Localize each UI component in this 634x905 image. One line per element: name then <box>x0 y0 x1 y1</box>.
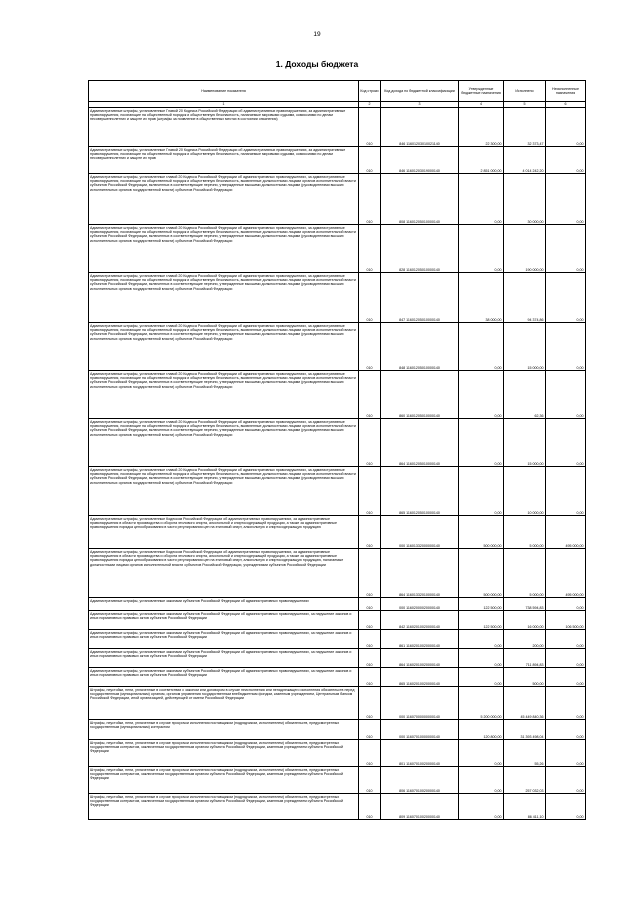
revenue-code-cell: 000 11607000000000140 <box>381 687 459 720</box>
approved-amount-cell: 38 000,00 <box>459 273 504 323</box>
revenue-code-cell: 847 11601205010000140 <box>381 273 459 323</box>
line-code-cell: 010 <box>359 598 381 611</box>
executed-amount-cell: 200,00 <box>504 630 546 649</box>
line-code-cell: 010 <box>359 108 381 147</box>
unexecuted-amount-cell: 0,00 <box>546 174 586 225</box>
executed-amount-cell: 32 373,47 <box>504 108 546 147</box>
table-row <box>89 371 586 419</box>
line-code-cell: 010 <box>359 720 381 740</box>
unexecuted-amount-cell: 0,00 <box>546 687 586 720</box>
table-header-row <box>89 81 586 102</box>
approved-amount-cell: 0,00 <box>459 767 504 794</box>
header-executed: Исполнено <box>504 81 546 102</box>
unexecuted-amount-cell: 0,00 <box>546 108 586 147</box>
approved-amount-cell: 0,00 <box>459 467 504 516</box>
executed-amount-cell: 31 393 498,04 <box>504 720 546 740</box>
unexecuted-amount-cell: 0,00 <box>546 720 586 740</box>
table-row <box>89 668 586 687</box>
line-code-cell: 010 <box>359 687 381 720</box>
line-code-cell: 010 <box>359 371 381 419</box>
revenue-code-cell: 861 11602010020000140 <box>381 630 459 649</box>
indicator-name-cell: Административные штрафы, установленные Главой 20 Кодекса Российской Федерации об административных правонарушениях, за административные правонарушения, посягающие на общественный порядок и общественную безопасность, налагаемые мировыми судьями, комиссиями по делам несовершеннолетних и защите их прав <box>89 147 359 174</box>
table-row <box>89 630 586 649</box>
line-code-cell: 010 <box>359 740 381 767</box>
table-row <box>89 794 586 820</box>
approved-amount-cell: 0,00 <box>459 649 504 668</box>
indicator-name-cell: Штрафы, неустойки, пени, уплаченные в случае просрочки исполнения поставщиком (подрядчиком, исполнителем) обязательств, предусмотренных государственным (муниципальным) контрактом <box>89 720 359 740</box>
indicator-name-cell: Административные штрафы, установленные законами субъектов Российской Федерации об административных правонарушениях, за нарушение законов и иных нормативных правовых актов субъектов Российской Федерации <box>89 630 359 649</box>
indicator-name-cell: Административные штрафы, установленные Главой 20 Кодекса Российской Федерации об административных правонарушениях, за административные правонарушения, посягающие на общественный порядок и общественную безопасность, налагаемые мировыми судьями, комиссиями по делам несовершеннолетних и защите их прав (штрафы за появление в общественных местах в состоянии опьянения) <box>89 108 359 147</box>
table-row <box>89 174 586 225</box>
column-number: 1 <box>89 102 359 108</box>
line-code-cell: 010 <box>359 323 381 371</box>
table-row <box>89 720 586 740</box>
unexecuted-amount-cell: 0,00 <box>546 598 586 611</box>
unexecuted-amount-cell: 0,00 <box>546 794 586 820</box>
approved-amount-cell: 500 000,00 <box>459 516 504 549</box>
indicator-name-cell: Административные штрафы, установленные законами субъектов Российской Федерации об административных правонарушениях <box>89 598 359 611</box>
column-number: 3 <box>381 102 459 108</box>
executed-amount-cell: 15 000,00 <box>504 419 546 467</box>
revenue-code-cell: 000 11607010000000140 <box>381 720 459 740</box>
table-row <box>89 467 586 516</box>
revenue-code-cell: 864 11601332010000140 <box>381 549 459 598</box>
line-code-cell: 010 <box>359 649 381 668</box>
approved-amount-cell: 2 851 000,00 <box>459 147 504 174</box>
line-code-cell: 010 <box>359 467 381 516</box>
table-row <box>89 687 586 720</box>
indicator-name-cell: Административные штрафы, установленные главой 20 Кодекса Российской Федерации об административных правонарушениях, за административные правонарушения, посягающие на общественный порядок и общественную безопасность, выявленные должностными лицами органов исполнительной власти субъектов Российской Федерации, включенных в соответствующие перечни, утвержденные высшими должностными лицами (руководителями высших исполнительных органов государственной власти) субъектов Российской Федерации <box>89 467 359 516</box>
revenue-code-cell: 828 11601205010000140 <box>381 225 459 273</box>
header-revenue-code: Код дохода по бюджетной классификации <box>381 81 459 102</box>
unexecuted-amount-cell: 106 500,00 <box>546 611 586 630</box>
column-number: 5 <box>504 102 546 108</box>
table-row <box>89 108 586 147</box>
unexecuted-amount-cell: 0,00 <box>546 273 586 323</box>
approved-amount-cell: 0,00 <box>459 225 504 273</box>
revenue-code-cell: 000 11601332000000140 <box>381 516 459 549</box>
table-row <box>89 549 586 598</box>
line-code-cell: 010 <box>359 668 381 687</box>
line-code-cell: 010 <box>359 516 381 549</box>
table-row <box>89 323 586 371</box>
table-row <box>89 740 586 767</box>
revenue-code-cell: 846 11601203019000140 <box>381 147 459 174</box>
indicator-name-cell: Административные штрафы, установленные главой 20 Кодекса Российской Федерации об административных правонарушениях, за административные правонарушения, посягающие на общественный порядок и общественную безопасность, выявленные должностными лицами органов исполнительной власти субъектов Российской Федерации, включенных в соответствующие перечни, утвержденные высшими должностными лицами (руководителями высших исполнительных органов государственной власти) субъектов Российской Федерации <box>89 225 359 273</box>
header-unexecuted: Неисполненные назначения <box>546 81 586 102</box>
executed-amount-cell: 738 594,83 <box>504 598 546 611</box>
unexecuted-amount-cell: 0,00 <box>546 740 586 767</box>
revenue-code-cell: 846 11601203010021140 <box>381 108 459 147</box>
executed-amount-cell: 62,36 <box>504 371 546 419</box>
indicator-name-cell: Административные штрафы, установленные главой 20 Кодекса Российской Федерации об административных правонарушениях, за административные правонарушения, посягающие на общественный порядок и общественную безопасность, выявленные должностными лицами органов исполнительной власти субъектов Российской Федерации, включенных в соответствующие перечни, утвержденные высшими должностными лицами (руководителями высших исполнительных органов государственной власти) субъектов Российской Федерации <box>89 174 359 225</box>
table-row <box>89 598 586 611</box>
unexecuted-amount-cell: 0,00 <box>546 419 586 467</box>
line-code-cell: 010 <box>359 174 381 225</box>
approved-amount-cell: 0,00 <box>459 630 504 649</box>
executed-amount-cell: 4 014 242,20 <box>504 147 546 174</box>
line-code-cell: 010 <box>359 225 381 273</box>
indicator-name-cell: Административные штрафы, установленные главой 20 Кодекса Российской Федерации об административных правонарушениях, за административные правонарушения, посягающие на общественный порядок и общественную безопасность, выявленные должностными лицами органов исполнительной власти субъектов Российской Федерации, включенных в соответствующие перечни, утвержденные высшими должностными лицами (руководителями высших исполнительных органов государственной власти) субъектов Российской Федерации <box>89 371 359 419</box>
unexecuted-amount-cell: 0,00 <box>546 630 586 649</box>
revenue-code-cell: 865 11602010020000140 <box>381 668 459 687</box>
line-code-cell: 010 <box>359 767 381 794</box>
approved-amount-cell: 0,00 <box>459 794 504 820</box>
table-row <box>89 147 586 174</box>
column-number: 2 <box>359 102 381 108</box>
page-number: 19 <box>313 31 321 38</box>
unexecuted-amount-cell: 0,00 <box>546 323 586 371</box>
table-row <box>89 649 586 668</box>
indicator-name-cell: Административные штрафы, установленные Кодексом Российской Федерации об административных правонарушениях, за административные правонарушения в области производства и оборота этилового спирта, алкогольной и спиртосодержащей продукции, а также за административные правонарушения порядка ценообразования в части регулирования цен на этиловый спирт, алкогольную и спиртосодержащую продукцию <box>89 516 359 549</box>
revenue-code-cell: 809 11607010020000140 <box>381 794 459 820</box>
unexecuted-amount-cell: 495 000,00 <box>546 549 586 598</box>
header-indicator-name: Наименование показателя <box>89 81 359 102</box>
approved-amount-cell: 5 200 000,00 <box>459 687 504 720</box>
approved-amount-cell: 500 000,00 <box>459 549 504 598</box>
indicator-name-cell: Штрафы, неустойки, пени, уплаченные в случае просрочки исполнения поставщиком (подрядчиком, исполнителем) обязательств, предусмотренных государственным контрактом, заключенным государственным органом субъекта Российской Федерации, казенным учреждением субъекта Российской Федерации <box>89 767 359 794</box>
executed-amount-cell: 711 894,83 <box>504 649 546 668</box>
line-code-cell: 010 <box>359 794 381 820</box>
indicator-name-cell: Административные штрафы, установленные главой 20 Кодекса Российской Федерации об административных правонарушениях, за административные правонарушения, посягающие на общественный порядок и общественную безопасность, выявленные должностными лицами органов исполнительной власти субъектов Российской Федерации, включенных в соответствующие перечни, утвержденные высшими должностными лицами (руководителями высших исполнительных органов государственной власти) субъектов Российской Федерации <box>89 323 359 371</box>
approved-amount-cell: 0,00 <box>459 668 504 687</box>
unexecuted-amount-cell: 495 000,00 <box>546 516 586 549</box>
revenue-code-cell: 808 11601205010000140 <box>381 174 459 225</box>
revenue-code-cell: 864 11602010020000140 <box>381 649 459 668</box>
approved-amount-cell: 122 500,00 <box>459 598 504 611</box>
revenue-code-cell: 848 11601205010000140 <box>381 323 459 371</box>
approved-amount-cell: 0,00 <box>459 323 504 371</box>
executed-amount-cell: 5 000,00 <box>504 549 546 598</box>
unexecuted-amount-cell: 0,00 <box>546 371 586 419</box>
indicator-name-cell: Административные штрафы, установленные главой 20 Кодекса Российской Федерации об административных правонарушениях, за административные правонарушения, посягающие на общественный порядок и общественную безопасность, выявленные должностными лицами органов исполнительной власти субъектов Российской Федерации, включенных в соответствующие перечни, утвержденные высшими должностными лицами (руководителями высших исполнительных органов государственной власти) субъектов Российской Федерации <box>89 419 359 467</box>
header-approved: Утвержденные бюджетные назначения <box>459 81 504 102</box>
revenue-code-cell: 864 11601205010000140 <box>381 419 459 467</box>
line-code-cell: 010 <box>359 419 381 467</box>
line-code-cell: 010 <box>359 630 381 649</box>
unexecuted-amount-cell: 0,00 <box>546 668 586 687</box>
line-code-cell: 010 <box>359 611 381 630</box>
approved-amount-cell: 120 800,00 <box>459 720 504 740</box>
indicator-name-cell: Штрафы, неустойки, пени, уплаченные в случае просрочки исполнения поставщиком (подрядчиком, исполнителем) обязательств, предусмотренных государственным контрактом, заключенным государственным органом субъекта Российской Федерации, казенным учреждением субъекта Российской Федерации <box>89 740 359 767</box>
unexecuted-amount-cell: 0,00 <box>546 147 586 174</box>
executed-amount-cell: 16 000,00 <box>504 611 546 630</box>
revenue-code-cell: 801 11607010020000140 <box>381 740 459 767</box>
revenue-code-cell: 842 11602010020000140 <box>381 611 459 630</box>
executed-amount-cell: 10 000,00 <box>504 467 546 516</box>
table-row <box>89 767 586 794</box>
line-code-cell: 010 <box>359 273 381 323</box>
executed-amount-cell: 15 000,00 <box>504 323 546 371</box>
document-title: 1. Доходы бюджета <box>275 59 359 69</box>
approved-amount-cell: 0,00 <box>459 174 504 225</box>
executed-amount-cell: 86 411,10 <box>504 794 546 820</box>
executed-amount-cell: 94 374,86 <box>504 273 546 323</box>
indicator-name-cell: Административные штрафы, установленные Кодексом Российской Федерации об административных правонарушениях, за административные правонарушения в области производства и оборота этилового спирта, алкогольной и спиртосодержащей продукции, а также за административные правонарушения порядка ценообразования в части регулирования цен на этиловый спирт, алкогольную и спиртосодержащую продукцию, налагаемые должностными лицами органов исполнительной власти субъектов Российской Федерации, учреждениями субъектов Российской Федерации <box>89 549 359 598</box>
column-number: 6 <box>546 102 586 108</box>
header-line-code: Код строки <box>359 81 381 102</box>
indicator-name-cell: Административные штрафы, установленные законами субъектов Российской Федерации об административных правонарушениях, за нарушение законов и иных нормативных правовых актов субъектов Российской Федерации <box>89 668 359 687</box>
executed-amount-cell: 190 000,00 <box>504 225 546 273</box>
table-row <box>89 611 586 630</box>
revenue-code-cell: 000 11602000020000140 <box>381 598 459 611</box>
line-code-cell: 010 <box>359 549 381 598</box>
approved-amount-cell: 0,00 <box>459 371 504 419</box>
indicator-name-cell: Штрафы, неустойки, пени, уплаченные в соответствии с законом или договором в случае неисполнения или ненадлежащего исполнения обязательств перед государственным (муниципальным) органом, органом управления государственным внебюджетным фондом, казенным учреждением, Центральным банком Российской Федерации, иной организацией, действующей от имени Российской Федерации <box>89 687 359 720</box>
table-row <box>89 419 586 467</box>
revenue-code-cell: 860 11601205010000140 <box>381 371 459 419</box>
executed-amount-cell: 257 032,03 <box>504 767 546 794</box>
approved-amount-cell: 0,00 <box>459 419 504 467</box>
line-code-cell: 010 <box>359 147 381 174</box>
executed-amount-cell: 45 449 840,36 <box>504 687 546 720</box>
column-number: 4 <box>459 102 504 108</box>
indicator-name-cell: Штрафы, неустойки, пени, уплаченные в случае просрочки исполнения поставщиком (подрядчиком, исполнителем) обязательств, предусмотренных государственным контрактом, заключенным государственным органом субъекта Российской Федерации, казенным учреждением субъекта Российской Федерации <box>89 794 359 820</box>
unexecuted-amount-cell: 0,00 <box>546 767 586 794</box>
executed-amount-cell: 55,26 <box>504 740 546 767</box>
revenue-code-cell: 806 11607010020000140 <box>381 767 459 794</box>
table-row <box>89 273 586 323</box>
indicator-name-cell: Административные штрафы, установленные законами субъектов Российской Федерации об административных правонарушениях, за нарушение законов и иных нормативных правовых актов субъектов Российской Федерации <box>89 649 359 668</box>
executed-amount-cell: 5 000,00 <box>504 516 546 549</box>
approved-amount-cell: 22 300,00 <box>459 108 504 147</box>
indicator-name-cell: Административные штрафы, установленные главой 20 Кодекса Российской Федерации об административных правонарушениях, за административные правонарушения, посягающие на общественный порядок и общественную безопасность, выявленные должностными лицами органов исполнительной власти субъектов Российской Федерации, включенных в соответствующие перечни, утвержденные высшими должностными лицами (руководителями высших исполнительных органов государственной власти) субъектов Российской Федерации <box>89 273 359 323</box>
executed-amount-cell: 500,00 <box>504 668 546 687</box>
table-row <box>89 516 586 549</box>
unexecuted-amount-cell: 0,00 <box>546 467 586 516</box>
unexecuted-amount-cell: 0,00 <box>546 649 586 668</box>
approved-amount-cell: 0,00 <box>459 740 504 767</box>
approved-amount-cell: 122 500,00 <box>459 611 504 630</box>
executed-amount-cell: 30 000,00 <box>504 174 546 225</box>
indicator-name-cell: Административные штрафы, установленные законами субъектов Российской Федерации об административных правонарушениях, за нарушение законов и иных нормативных правовых актов субъектов Российской Федерации <box>89 611 359 630</box>
table-row <box>89 225 586 273</box>
revenue-code-cell: 865 11601205010000140 <box>381 467 459 516</box>
unexecuted-amount-cell: 0,00 <box>546 225 586 273</box>
budget-revenue-table <box>88 80 586 820</box>
